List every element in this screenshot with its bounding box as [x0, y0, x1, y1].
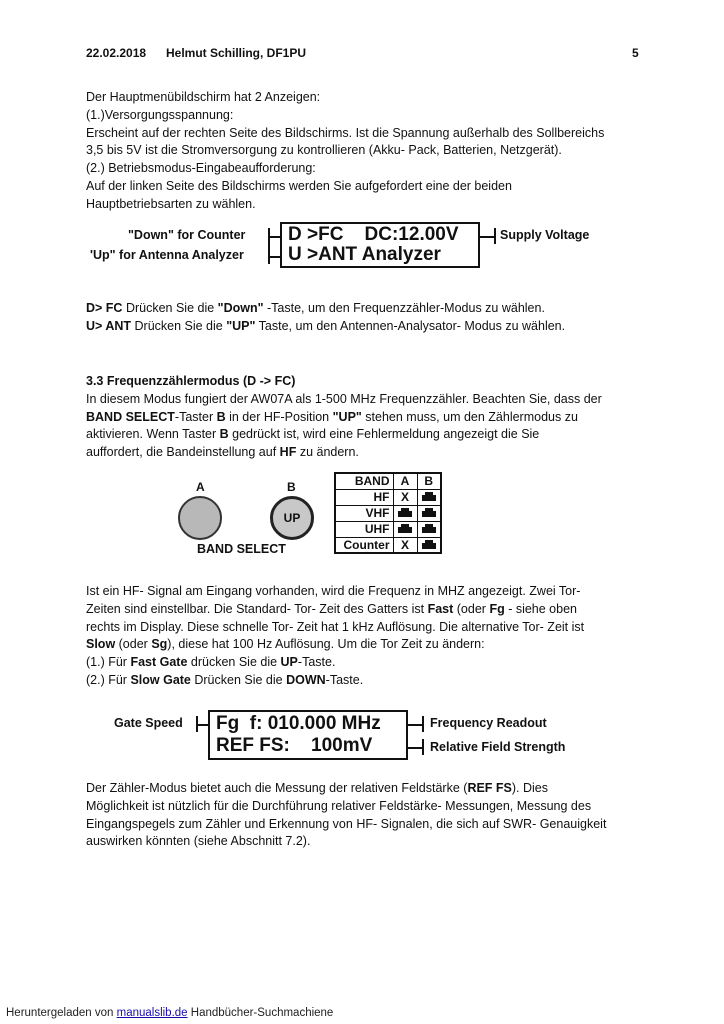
text-line: rechts im Display. Diese schnelle Tor- Zeit hat 1 kHz Auflösung. Die alternative Tor- Zeit ist — [86, 619, 585, 634]
text-line: Der Zähler-Modus bietet auch die Messung der relativen Feldstärke (REF FS). Dies — [86, 781, 549, 795]
text-line: Eingangspegels zum Zähler und Erkennung von HF- Signalen, die sich auf SWR- Genauigkeit — [86, 816, 607, 831]
switch-pressed-icon — [422, 495, 436, 501]
label-supply-voltage: Supply Voltage — [500, 228, 590, 242]
footer — [6, 1007, 333, 1019]
text-line: Hauptbetriebsarten zu wählen. — [86, 196, 256, 211]
text-line: Auf der linken Seite des Bildschirms werden Sie aufgefordert eine der beiden — [86, 178, 512, 193]
switch-pressed-icon — [422, 543, 436, 549]
lcd-line-2: U >ANT Analyzer — [288, 244, 441, 265]
section-heading: 3.3 Frequenzzählermodus (D -> FC) — [86, 374, 296, 388]
band-name-cell: UHF — [335, 521, 393, 537]
section-text — [86, 373, 646, 462]
header-author: Helmut Schilling, DF1PU — [166, 46, 307, 60]
closing-text — [86, 780, 646, 851]
state-cell — [393, 505, 417, 521]
state-cell — [417, 537, 441, 553]
switch-pressed-icon — [398, 511, 412, 517]
table-row — [335, 537, 441, 553]
connector-bracket — [196, 716, 198, 732]
footer-prefix: Heruntergeladen von — [6, 1007, 117, 1019]
page-number: 5 — [632, 46, 639, 60]
state-cell — [417, 521, 441, 537]
band-name-cell: VHF — [335, 505, 393, 521]
table-row — [335, 521, 441, 537]
label-down-counter: "Down" for Counter — [128, 228, 246, 242]
lcd-counter — [208, 710, 408, 760]
state-cell: X — [393, 489, 417, 505]
band-name-cell: Counter — [335, 537, 393, 553]
band-name-cell: HF — [335, 489, 393, 505]
label-gate-speed: Gate Speed — [114, 716, 183, 730]
table-header-cell: A — [393, 473, 417, 489]
text-line: Ist ein HF- Signal am Eingang vorhanden, wird die Frequenz in MHZ angezeigt. Zwei Tor- — [86, 584, 581, 598]
gate-text — [86, 583, 646, 690]
switch-pressed-icon — [422, 511, 436, 517]
label-frequency-readout: Frequency Readout — [430, 716, 547, 730]
band-table — [334, 472, 442, 554]
connector-bracket — [268, 228, 270, 264]
lcd-line-1: D >FC DC:12.00V — [288, 224, 459, 245]
switch-pressed-icon — [398, 527, 412, 533]
table-header-cell: BAND — [335, 473, 393, 489]
button-a-label: A — [196, 480, 205, 494]
connector-line — [408, 747, 422, 749]
text-line: BAND SELECT-Taster B in der HF-Position "UP" stehen muss, um den Zählermodus zu — [86, 409, 578, 424]
band-button-a[interactable] — [178, 496, 222, 540]
state-cell — [417, 505, 441, 521]
switch-pressed-icon — [422, 527, 436, 533]
connector-bracket — [422, 716, 424, 732]
text-line: (1.)Versorgungsspannung: — [86, 107, 234, 122]
lcd-main-menu — [280, 222, 480, 268]
header-date: 22.02.2018 — [86, 46, 147, 60]
text-line: Erscheint auf der rechten Seite des Bildschirms. Ist die Spannung außerhalb des Sollbereichs — [86, 125, 605, 140]
band-select-caption: BAND SELECT — [197, 542, 286, 556]
connector-bracket — [494, 228, 496, 244]
button-b-label: B — [287, 480, 296, 494]
text-line: auswirken könnten (siehe Abschnitt 7.2). — [86, 834, 311, 849]
state-cell — [393, 521, 417, 537]
text-line: In diesem Modus fungiert der AW07A als 1-500 MHz Frequenzzähler. Beachten Sie, dass der — [86, 391, 602, 406]
text-line: Zeiten sind einstellbar. Die Standard- Tor- Zeit des Gatters ist Fast (oder Fg - siehe oben — [86, 601, 577, 616]
text-line: auffordert, die Bandeinstellung auf HF zu ändern. — [86, 445, 359, 460]
footer-link[interactable]: manualslib.de — [116, 1007, 188, 1019]
text-line: (2.) Betriebsmodus-Eingabeaufforderung: — [86, 161, 316, 176]
table-header-row — [335, 473, 441, 489]
lcd-line-2: REF FS: 100mV — [216, 735, 373, 756]
text-line: aktivieren. Wenn Taster B gedrückt ist, wird eine Fehlermeldung angezeigt die Sie — [86, 427, 540, 442]
footer-suffix: Handbücher-Suchmachiene — [187, 1007, 334, 1019]
label-field-strength: Relative Field Strength — [430, 740, 566, 754]
text-line: Der Hauptmenübildschirm hat 2 Anzeigen: — [86, 90, 321, 104]
table-row — [335, 505, 441, 521]
text-line: U> ANT Drücken Sie die "UP" Taste, um den Antennen-Analysator- Modus zu wählen. — [86, 318, 566, 333]
label-up-antenna: 'Up" for Antenna Analyzer — [90, 248, 244, 262]
state-cell — [417, 489, 441, 505]
button-b-text: UP — [283, 511, 301, 525]
connector-line — [480, 236, 494, 238]
text-line: 3,5 bis 5V ist die Stromversorgung zu kontrollieren (Akku- Pack, Batterien, Netzgerät). — [86, 143, 562, 158]
text-line: (2.) Für Slow Gate Drücken Sie die DOWN-Taste. — [86, 672, 364, 687]
text-line: D> FC Drücken Sie die "Down" -Taste, um den Frequenzzähler-Modus zu wählen. — [86, 301, 545, 315]
lcd-line-1: Fg f: 010.000 MHz — [216, 713, 381, 734]
band-button-b[interactable] — [270, 496, 314, 540]
connector-bracket — [422, 739, 424, 755]
mode-text — [86, 300, 646, 336]
text-line: (1.) Für Fast Gate drücken Sie die UP-Taste. — [86, 655, 336, 670]
intro-text — [86, 89, 646, 214]
state-cell: X — [393, 537, 417, 553]
table-row — [335, 489, 441, 505]
text-line: Möglichkeit ist nützlich für die Durchführung relativer Feldstärke- Messungen, Messung des — [86, 798, 592, 813]
connector-line — [408, 724, 422, 726]
table-header-cell: B — [417, 473, 441, 489]
text-line: Slow (oder Sg), diese hat 100 Hz Auflösung. Um die Tor Zeit zu ändern: — [86, 637, 485, 652]
